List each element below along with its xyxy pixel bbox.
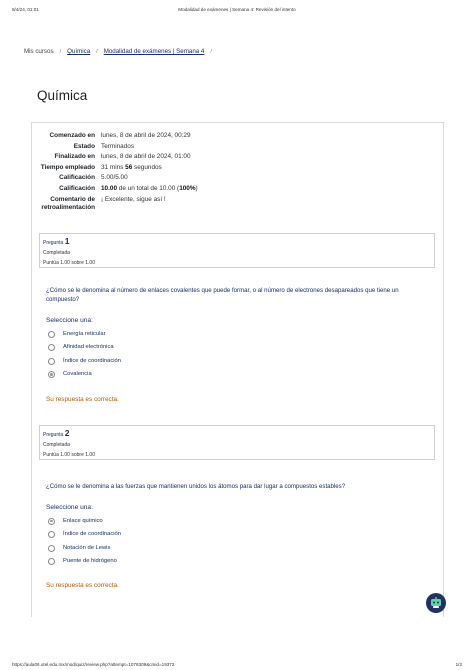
quiz-review-container xyxy=(31,122,444,617)
summary-key: Tiempo empleado xyxy=(40,163,95,171)
radio-button[interactable] xyxy=(48,545,55,552)
question-number xyxy=(43,429,431,440)
summary-key: Comentario de retroalimentación xyxy=(41,195,95,211)
breadcrumb xyxy=(24,48,218,55)
grade-text: de un total de 10.00 ( xyxy=(117,184,180,192)
print-datetime: 8/4/24, 01:01 xyxy=(12,7,39,12)
answer-option[interactable] xyxy=(46,544,426,553)
question-feedback-2: Su respuesta es correcta. xyxy=(46,582,119,589)
question-score: Puntúa 1.00 sobre 1.00 xyxy=(43,452,95,458)
time-seconds-number: 56 xyxy=(125,163,133,171)
grade-value: 10.00 xyxy=(101,184,117,192)
summary-key: Finalizado en xyxy=(54,153,95,161)
breadcrumb-quimica[interactable]: Química xyxy=(67,48,91,55)
question-label: Pregunta xyxy=(43,240,64,246)
print-url: https://aula06.utel.edu.mx/mod/quiz/review.php?attempt=1076309&cmid=19372 xyxy=(12,662,175,667)
page-title: Química xyxy=(37,88,88,103)
answer-option[interactable] xyxy=(46,530,426,539)
summary-row-finished xyxy=(32,153,443,161)
question-body-1 xyxy=(46,286,426,379)
print-doc-title: Modalidad de exámenes | Semana 4: Revisión del intento xyxy=(178,7,296,12)
summary-key: Comenzado en xyxy=(49,132,95,139)
radio-button-selected[interactable] xyxy=(48,518,55,525)
print-page-number: 1/2 xyxy=(455,662,462,667)
question-number-value: 2 xyxy=(64,428,70,438)
radio-button[interactable] xyxy=(48,344,55,351)
option-label: Energía reticular xyxy=(63,330,106,337)
chat-help-button[interactable] xyxy=(426,593,446,613)
radio-button[interactable] xyxy=(48,358,55,365)
summary-value: lunes, 8 de abril de 2024, 01:00 xyxy=(101,153,191,161)
summary-row-started xyxy=(32,132,443,140)
summary-value xyxy=(101,185,443,193)
question-status: Completada xyxy=(43,442,70,448)
answer-option-selected[interactable] xyxy=(46,370,426,379)
option-label: Puente de hidrógeno xyxy=(63,558,117,564)
chat-help-icon xyxy=(429,596,443,610)
question-body-2 xyxy=(46,482,426,566)
summary-value xyxy=(101,164,443,172)
radio-button[interactable] xyxy=(48,531,55,538)
answer-option[interactable] xyxy=(46,557,426,566)
breadcrumb-separator: / xyxy=(96,49,98,55)
option-label: Índice de coordinación xyxy=(63,531,122,537)
question-label: Pregunta xyxy=(43,432,64,438)
radio-button[interactable] xyxy=(48,558,55,565)
time-minutes: 31 mins xyxy=(101,163,126,171)
summary-row-feedback xyxy=(32,196,443,212)
summary-value: Terminados xyxy=(101,142,135,150)
breadcrumb-separator: / xyxy=(210,49,212,55)
question-status: Completada xyxy=(43,250,70,256)
option-label: Índice de coordinación xyxy=(63,357,122,364)
grade-close: ) xyxy=(195,184,198,192)
grade-percent: 100% xyxy=(179,184,196,192)
summary-row-state xyxy=(32,143,443,151)
breadcrumb-mis-cursos[interactable]: Mis cursos xyxy=(24,48,54,55)
summary-key: Estado xyxy=(73,142,95,150)
option-label: Enlace químico xyxy=(63,517,103,524)
radio-button[interactable] xyxy=(48,331,55,338)
answer-option[interactable] xyxy=(46,357,426,366)
question-prompt: ¿Cómo se le denomina a las fuerzas que mantienen unidos los átomos para dar lugar a compuestos estables? xyxy=(46,483,346,490)
breadcrumb-modalidad[interactable]: Modalidad de exámenes | Semana 4 xyxy=(103,48,205,55)
breadcrumb-separator: / xyxy=(59,49,62,55)
option-label: Afinidad electrónica xyxy=(63,344,114,350)
summary-key: Calificación xyxy=(59,184,95,192)
question-info-1 xyxy=(39,233,435,268)
option-label: Covalencia xyxy=(63,371,92,377)
question-number xyxy=(43,237,431,248)
answer-option[interactable] xyxy=(46,343,426,352)
summary-row-marks xyxy=(32,174,443,182)
option-label: Notación de Lewis xyxy=(63,544,111,551)
question-number-value: 1 xyxy=(64,236,70,246)
answer-option[interactable] xyxy=(46,330,426,339)
summary-value: lunes, 8 de abril de 2024, 00:29 xyxy=(101,132,191,139)
summary-value: ¡ Excelente, sigue así ! xyxy=(101,195,166,203)
summary-value: 5.00/5.00 xyxy=(101,174,128,182)
question-info-2 xyxy=(39,425,435,460)
select-one-label: Seleccione una: xyxy=(46,504,93,511)
summary-row-time-taken xyxy=(32,164,443,172)
question-prompt: ¿Cómo se le denomina al número de enlaces covalentes que puede formar, o al número de electrones desapareados que tiene un compuesto? xyxy=(46,287,399,303)
question-score: Puntúa 1.00 sobre 1.00 xyxy=(43,260,95,266)
answer-option-selected[interactable] xyxy=(46,517,426,526)
time-seconds-label: segundos xyxy=(132,163,162,171)
question-feedback-1: Su respuesta es correcta. xyxy=(46,396,119,403)
summary-row-grade xyxy=(32,185,443,193)
select-one-label: Seleccione una: xyxy=(46,317,93,324)
attempt-summary xyxy=(32,132,443,214)
radio-button-selected[interactable] xyxy=(48,371,55,378)
summary-key: Calificación xyxy=(59,174,95,182)
